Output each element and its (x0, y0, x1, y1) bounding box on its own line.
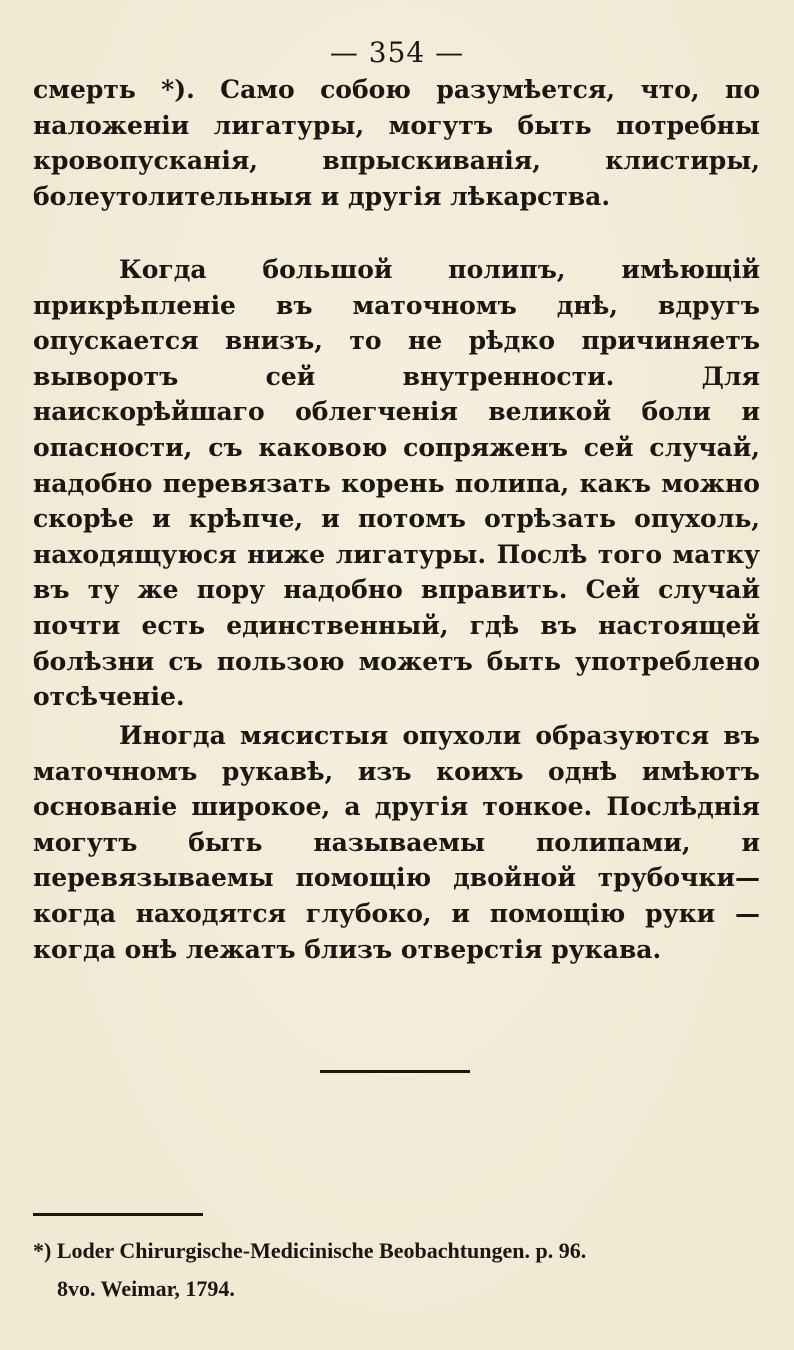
section-divider (320, 1070, 470, 1073)
paragraph-text: Иногда мясистыя опухоли образуются въ маточномъ рукавѣ, изъ коихъ однѣ имѣютъ основаніе широкое, а другія тонкое. Послѣднія могутъ быть называемы полипами, и перевязываемы помощію двойной трубочки—когда находятся глубоко, и помощію руки — когда онѣ лежатъ близъ отверстія рукава. (33, 721, 760, 964)
page-number: — 354 — (329, 36, 465, 69)
paragraph-2 (33, 252, 760, 715)
paragraph-text: смерть *). Само собою разумѣется, что, по наложеніи лигатуры, могутъ быть потребны кровопусканія, впрыскиванія, клистиры, болеутолительныя и другія лѣкарства. (33, 75, 760, 211)
paragraph-3 (33, 718, 760, 967)
footnote-line-2: 8vo. Weimar, 1794. (57, 1276, 235, 1301)
footnote-line-1: *) Loder Chirurgische-Medicinische Beobachtungen. p. 96. (33, 1238, 587, 1263)
paragraph-text: Когда большой полипъ, имѣющій прикрѣпленіе въ маточномъ днѣ, вдругъ опускается внизъ, то не рѣдко причиняетъ выворотъ сей внутренности. Для наискорѣйшаго облегченія великой боли и опасности, съ каковою сопряженъ сей случай, надобно перевязать корень полипа, какъ можно скорѣе и крѣпче, и потомъ отрѣзать опухоль, находящуюся ниже лигатуры. Послѣ того матку въ ту же пору надобно вправить. Сей случай почти есть единственный, гдѣ въ настоящей болѣзни съ пользою можетъ быть употреблено отсѣченіе. (33, 255, 760, 712)
paragraph-1 (33, 72, 760, 214)
footnote-divider (33, 1213, 203, 1216)
footnote (33, 1232, 773, 1308)
